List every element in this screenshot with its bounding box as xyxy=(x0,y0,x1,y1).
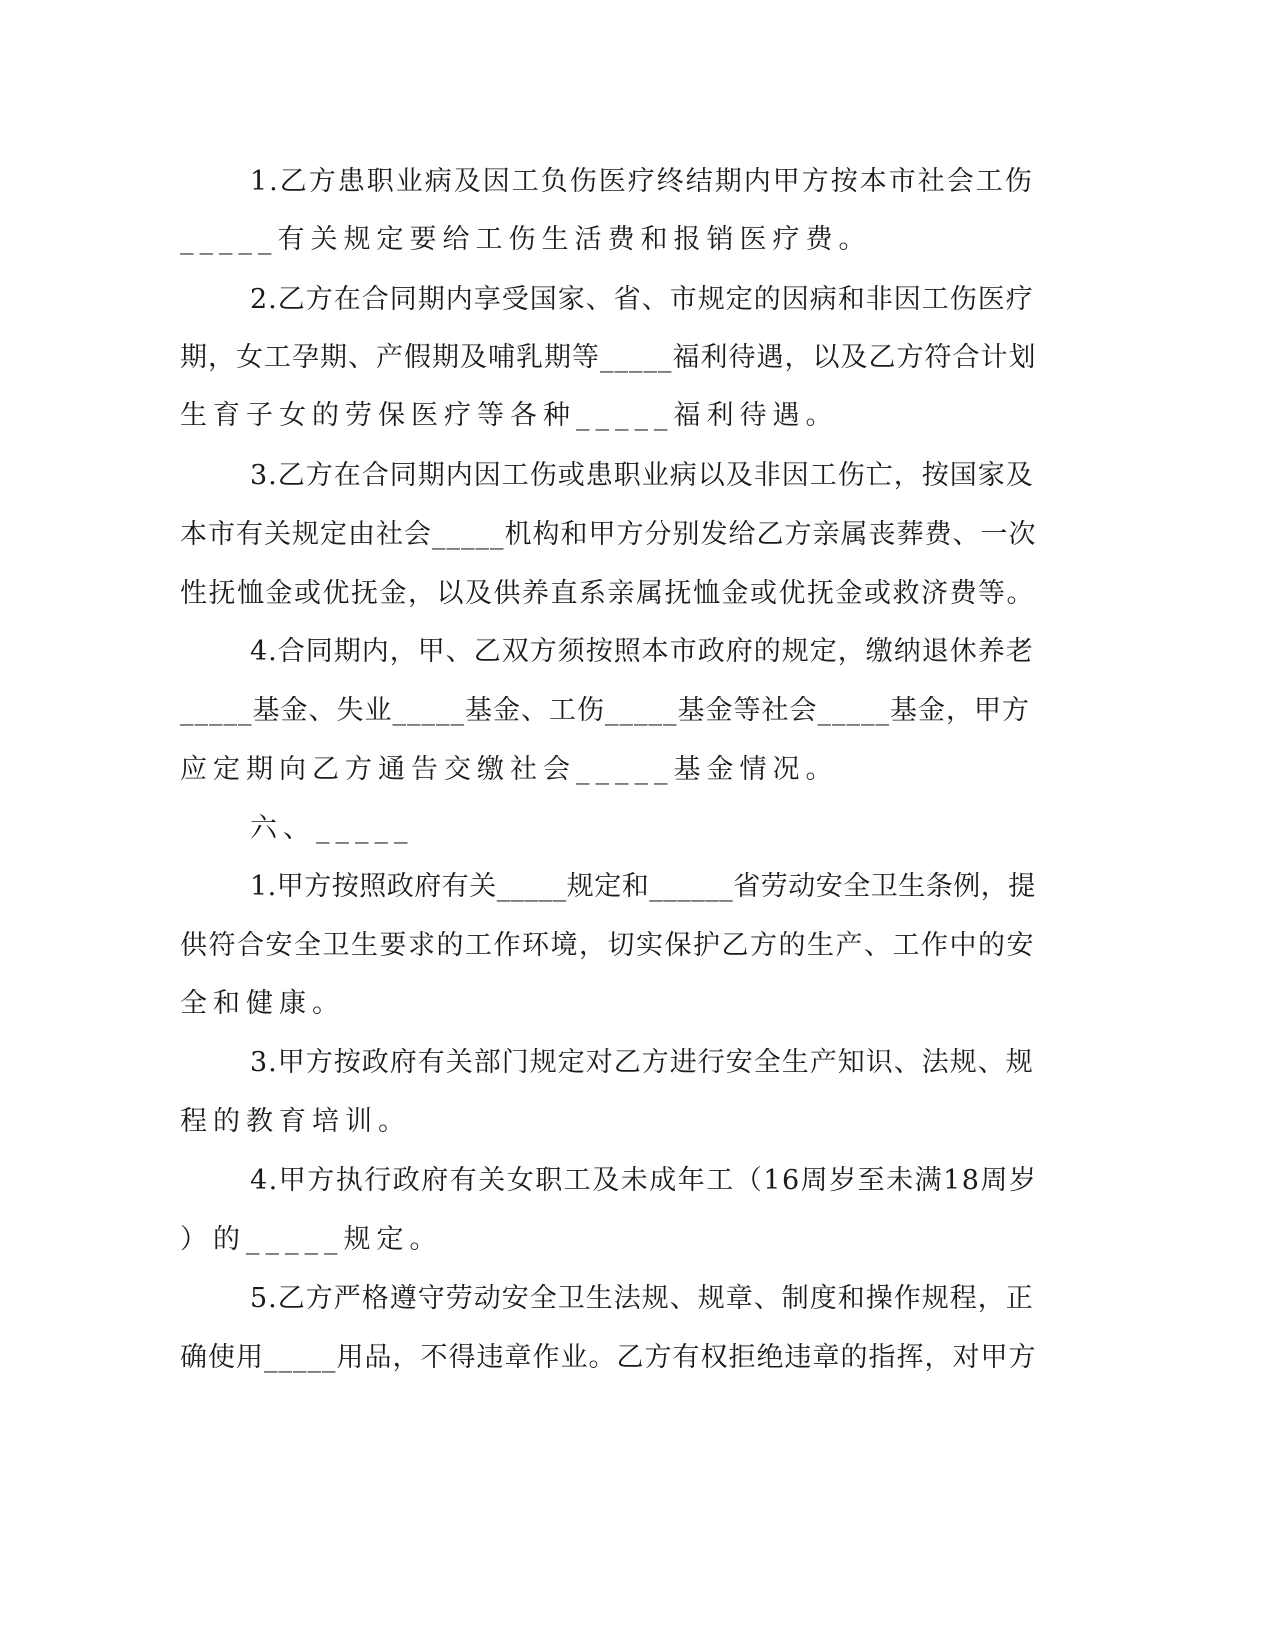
text-line: 程的教育培训。 xyxy=(180,1106,411,1137)
text-line: _____有关规定要给工伤生活费和报销医疗费。 xyxy=(180,224,872,255)
text-line: 1.乙方患职业病及因工负伤医疗终结期内甲方按本市社会工伤 xyxy=(250,166,1034,197)
text-line: 期，女工孕期、产假期及哺乳期等_____福利待遇，以及乙方符合计划 xyxy=(180,342,1037,373)
text-line: 本市有关规定由社会_____机构和甲方分别发给乙方亲属丧葬费、一次 xyxy=(180,519,1037,550)
text-line: ）的_____规定。 xyxy=(180,1224,443,1255)
text-line: 确使用_____用品，不得违章作业。乙方有权拒绝违章的指挥，对甲方 xyxy=(180,1342,1037,1373)
text-line: 全和健康。 xyxy=(180,988,345,1019)
text-line: 2.乙方在合同期内享受国家、省、市规定的因病和非因工伤医疗 xyxy=(250,284,1034,315)
text-line: 1.甲方按照政府有关_____规定和______省劳动安全卫生条例，提 xyxy=(250,871,1036,902)
text-line: 4.合同期内，甲、乙双方须按照本市政府的规定，缴纳退休养老 xyxy=(250,636,1034,667)
text-line: 3.乙方在合同期内因工伤或患职业病以及非因工伤亡，按国家及 xyxy=(250,460,1034,491)
text-line: 性抚恤金或优抚金，以及供养直系亲属抚恤金或优抚金或救济费等。 xyxy=(180,578,1035,609)
text-line: 3.甲方按政府有关部门规定对乙方进行安全生产知识、法规、规 xyxy=(250,1047,1034,1078)
text-line: 应定期向乙方通告交缴社会_____基金情况。 xyxy=(180,754,839,785)
text-line: _____基金、失业_____基金、工伤_____基金等社会_____基金，甲方 xyxy=(180,695,1030,726)
text-line: 5.乙方严格遵守劳动安全卫生法规、规章、制度和操作规程，正 xyxy=(250,1283,1034,1314)
text-line: 4.甲方执行政府有关女职工及未成年工（16周岁至未满18周岁 xyxy=(250,1165,1038,1196)
section-heading: 六、_____ xyxy=(250,813,414,844)
text-line: 生育子女的劳保医疗等各种_____福利待遇。 xyxy=(180,400,839,431)
text-line: 供符合安全卫生要求的工作环境，切实保护乙方的生产、工作中的安 xyxy=(180,930,1035,961)
